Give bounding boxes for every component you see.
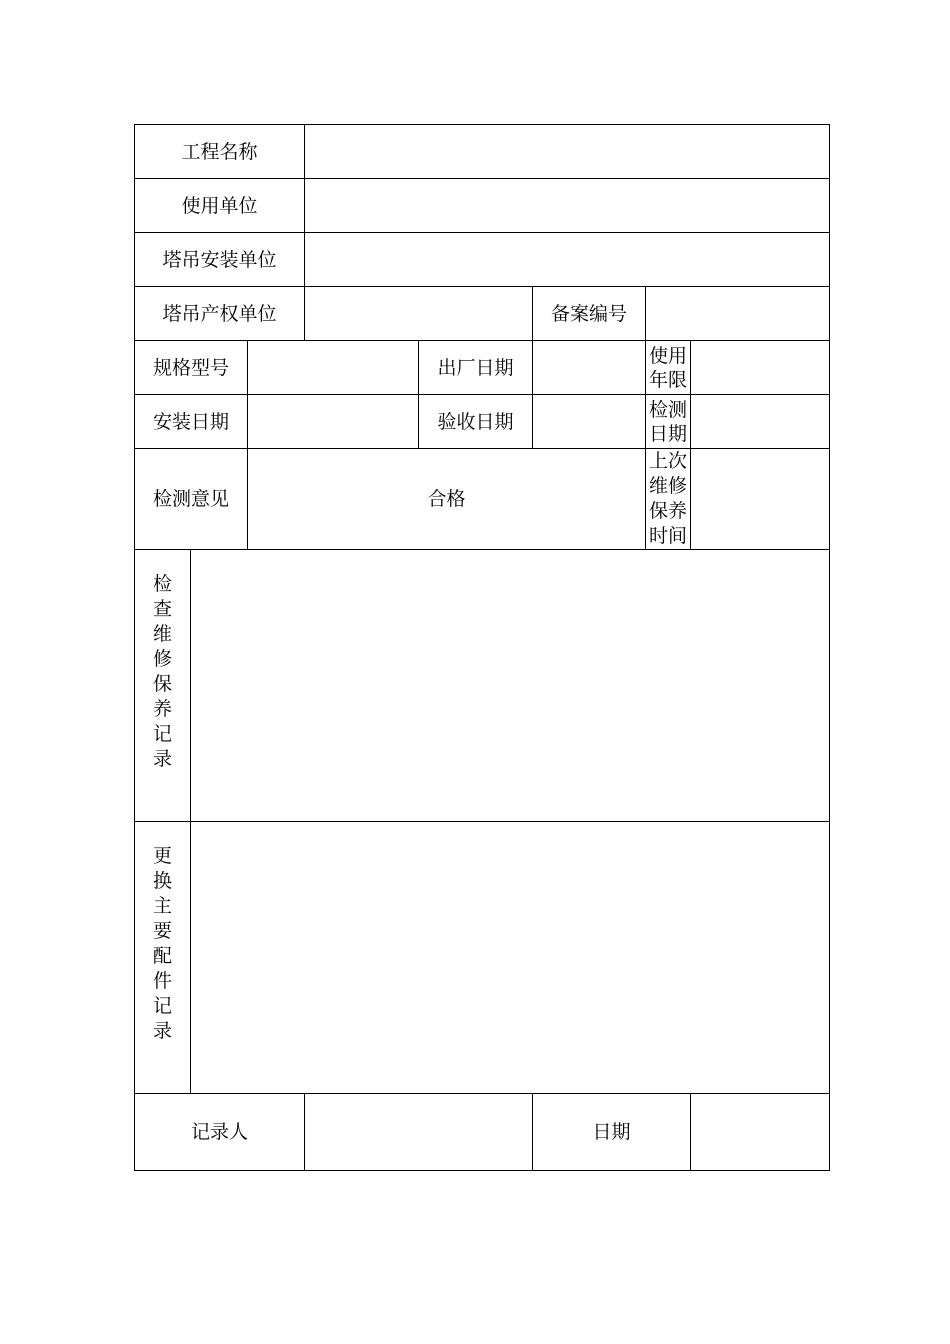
factory-date-label: 出厂日期 xyxy=(419,341,533,395)
project-name-label: 工程名称 xyxy=(135,125,305,179)
parts-record-char: 更 xyxy=(152,845,172,867)
last-maintenance-label-line1: 上次维修 xyxy=(648,450,687,497)
row-install-unit xyxy=(135,233,830,287)
service-life-label: 使用年限 xyxy=(646,341,691,395)
install-date-label: 安装日期 xyxy=(135,395,248,449)
maintenance-record-char: 记 xyxy=(152,723,172,745)
maintenance-record-char: 检 xyxy=(152,573,172,595)
record-no-label: 备案编号 xyxy=(533,287,646,341)
acceptance-date-field[interactable] xyxy=(533,395,646,449)
row-project-name xyxy=(135,125,830,179)
row-inspection xyxy=(135,449,830,550)
factory-date-field[interactable] xyxy=(533,341,646,395)
property-unit-field[interactable] xyxy=(305,287,533,341)
recorder-field[interactable] xyxy=(305,1094,533,1171)
user-unit-field[interactable] xyxy=(305,179,830,233)
maintenance-record-char: 维 xyxy=(152,623,172,645)
maintenance-record-label xyxy=(135,550,191,822)
project-name-field[interactable] xyxy=(305,125,830,179)
spec-model-field[interactable] xyxy=(248,341,419,395)
parts-record-char: 主 xyxy=(152,895,172,917)
maintenance-record-form xyxy=(134,124,830,1171)
last-maintenance-label xyxy=(646,449,691,550)
maintenance-record-field[interactable] xyxy=(191,550,830,822)
maintenance-record-char: 修 xyxy=(152,648,172,670)
row-user-unit xyxy=(135,179,830,233)
record-no-field[interactable] xyxy=(646,287,830,341)
row-dates xyxy=(135,395,830,449)
property-unit-label: 塔吊产权单位 xyxy=(135,287,305,341)
parts-record-char: 记 xyxy=(152,995,172,1017)
row-parts-record xyxy=(135,822,830,1094)
last-maintenance-field[interactable] xyxy=(691,449,830,550)
parts-record-char: 配 xyxy=(152,945,172,967)
date-field[interactable] xyxy=(691,1094,830,1171)
install-unit-field[interactable] xyxy=(305,233,830,287)
parts-record-char: 录 xyxy=(152,1020,172,1042)
parts-record-field[interactable] xyxy=(191,822,830,1094)
service-life-field[interactable] xyxy=(691,341,830,395)
parts-record-char: 换 xyxy=(152,870,172,892)
install-unit-label: 塔吊安装单位 xyxy=(135,233,305,287)
maintenance-record-char: 录 xyxy=(152,748,172,770)
row-spec xyxy=(135,341,830,395)
inspection-opinion-label: 检测意见 xyxy=(135,449,248,550)
spec-model-label: 规格型号 xyxy=(135,341,248,395)
user-unit-label: 使用单位 xyxy=(135,179,305,233)
parts-record-char: 要 xyxy=(152,920,172,942)
inspection-date-label: 检测日期 xyxy=(646,395,691,449)
last-maintenance-label-line2: 保养时间 xyxy=(648,500,687,547)
parts-record-label xyxy=(135,822,191,1094)
row-maintenance-record xyxy=(135,550,830,822)
parts-record-char: 件 xyxy=(152,970,172,992)
recorder-label: 记录人 xyxy=(135,1094,305,1171)
install-date-field[interactable] xyxy=(248,395,419,449)
maintenance-record-char: 保 xyxy=(152,673,172,695)
acceptance-date-label: 验收日期 xyxy=(419,395,533,449)
maintenance-record-char: 查 xyxy=(152,598,172,620)
date-label: 日期 xyxy=(533,1094,691,1171)
row-property-unit xyxy=(135,287,830,341)
inspection-date-field[interactable] xyxy=(691,395,830,449)
maintenance-record-char: 养 xyxy=(152,698,172,720)
inspection-opinion-field[interactable]: 合格 xyxy=(248,449,646,550)
row-signature xyxy=(135,1094,830,1171)
